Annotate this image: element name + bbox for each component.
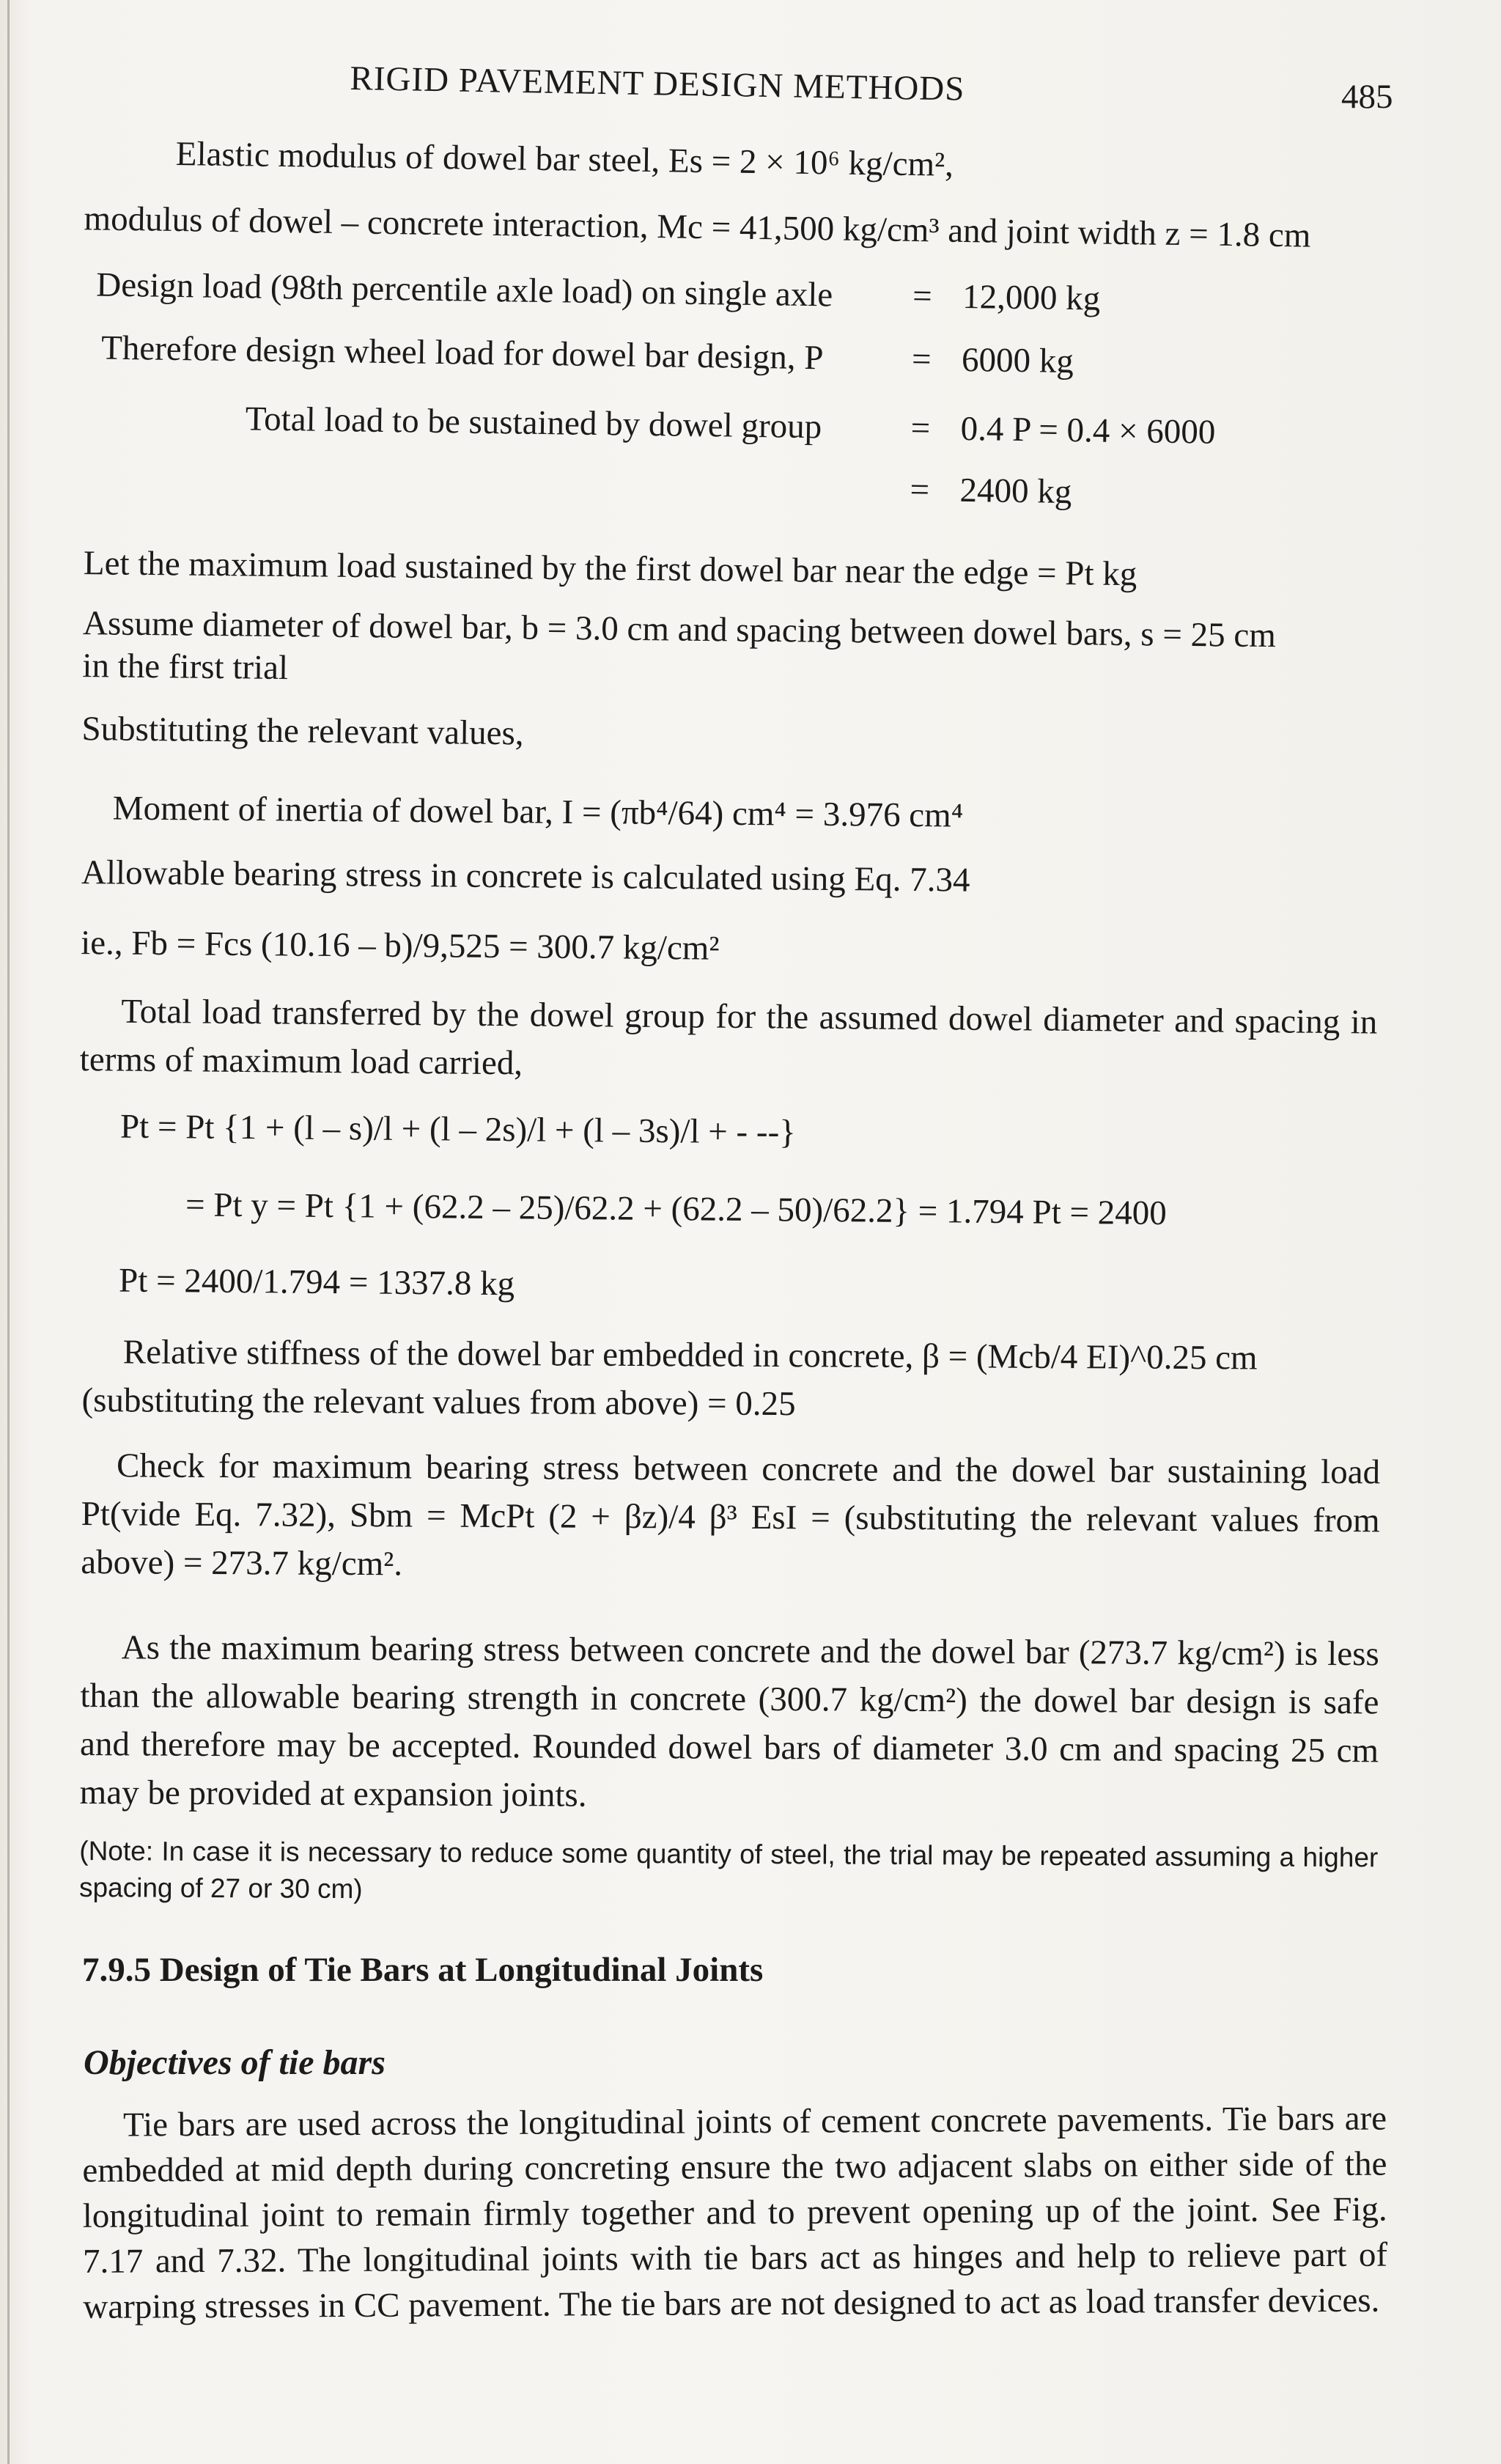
conclusion-paragraph: As the maximum bearing stress between concrete and the dowel bar (273.7 kg/cm²) is less than the allowable bearing strength in concrete (300.7 kg/cm²) the dowel bar design is safe and therefore may be accepted. Rounded dowel bars of diameter 3.0 cm and spacing 25 cm may be provided at expansion joints. bbox=[79, 1628, 1379, 1814]
given-group-result-value: 2400 kg bbox=[959, 471, 1072, 512]
page-number: 485 bbox=[1341, 78, 1393, 116]
tie-bars-paragraph: Tie bars are used across the longitudinal joints of cement concrete pavements. Tie bars are embedded at mid depth during concreting ensure the two adjacent slabs on either side of the longitudinal joint to remain firmly together and to prevent opening up of the joint. See Fig. 7.17 and 7.32. The longitudinal joints with tie bars act as hinges and help to relieve part of warping stresses in CC pavement. The tie bars are not designed to act as load transfer devices. bbox=[82, 2099, 1388, 2326]
page-edge-shadow bbox=[7, 0, 10, 2464]
given-design-load-eq: = bbox=[912, 277, 933, 316]
total-load-paragraph: Total load transferred by the dowel group for the assumed dowel diameter and spacing in terms of maximum load carried, bbox=[79, 992, 1378, 1083]
running-title: RIGID PAVEMENT DESIGN METHODS bbox=[350, 59, 965, 109]
load-equation-1: Pt = Pt {1 + (l – s)/l + (l – 2s)/l + (l – 3s)/l + - --} bbox=[119, 1107, 797, 1152]
given-group-load-eq: = bbox=[910, 408, 931, 448]
given-design-load-value: 12,000 kg bbox=[962, 277, 1101, 318]
given-interaction-modulus: modulus of dowel – concrete interaction, Mc = 41,500 kg/cm³ and joint width z = 1.8 cm bbox=[84, 199, 1311, 255]
given-wheel-load-eq: = bbox=[911, 340, 932, 379]
load-equation-2: = Pt y = Pt {1 + (62.2 – 25)/62.2 + (62.2 – 50)/62.2} = 1.794 Pt = 2400 bbox=[185, 1185, 1167, 1233]
given-group-load-value: 0.4 P = 0.4 × 6000 bbox=[960, 409, 1216, 452]
check-paragraph: Check for maximum bearing stress between concrete and the dowel bar sustaining load Pt(vide Eq. 7.32), Sbm = McPt (2 + βz)/4 β³ EsI = (substituting the relevant values from above) = 273.7 kg/cm². bbox=[81, 1446, 1381, 1584]
let-line: Let the maximum load sustained by the first dowel bar near the edge = Pt kg bbox=[83, 544, 1137, 594]
stiffness-result: (substituting the relevant values from above) = 0.25 bbox=[81, 1381, 796, 1424]
given-wheel-load-label: Therefore design wheel load for dowel bar design, P bbox=[100, 328, 824, 378]
assume-line-cont: in the first trial bbox=[82, 647, 289, 688]
section-heading: 7.9.5 Design of Tie Bars at Longitudinal Joints bbox=[82, 1951, 764, 1989]
load-equation-3: Pt = 2400/1.794 = 1337.8 kg bbox=[118, 1261, 515, 1303]
section-subheading: Objectives of tie bars bbox=[84, 2043, 386, 2082]
allowable-stress-line: Allowable bearing stress in concrete is calculated using Eq. 7.34 bbox=[81, 853, 970, 900]
given-elastic-modulus: Elastic modulus of dowel bar steel, Es = 2 × 10⁶ kg/cm², bbox=[175, 134, 954, 184]
given-wheel-load-value: 6000 kg bbox=[961, 340, 1074, 381]
assume-line: Assume diameter of dowel bar, b = 3.0 cm and spacing between dowel bars, s = 25 cm bbox=[82, 604, 1277, 655]
given-design-load-label: Design load (98th percentile axle load) on single axle bbox=[96, 265, 833, 315]
stiffness-line: Relative stiffness of the dowel bar embedded in concrete, β = (Mcb/4 EI)^0.25 cm bbox=[122, 1333, 1258, 1378]
bearing-stress-equation: ie., Fb = Fcs (10.16 – b)/9,525 = 300.7 kg/cm² bbox=[80, 924, 720, 968]
note-text: (Note: In case it is necessary to reduce some quantity of steel, the trial may be repeated assuming a higher spacing of 27 or 30 cm) bbox=[78, 1836, 1379, 1905]
given-group-load-label: Total load to be sustained by dowel group bbox=[245, 400, 822, 446]
given-group-result-eq: = bbox=[910, 470, 930, 510]
moment-of-inertia: Moment of inertia of dowel bar, I = (πb⁴/64) cm⁴ = 3.976 cm⁴ bbox=[112, 789, 964, 835]
substituting-line: Substituting the relevant values, bbox=[81, 710, 524, 753]
